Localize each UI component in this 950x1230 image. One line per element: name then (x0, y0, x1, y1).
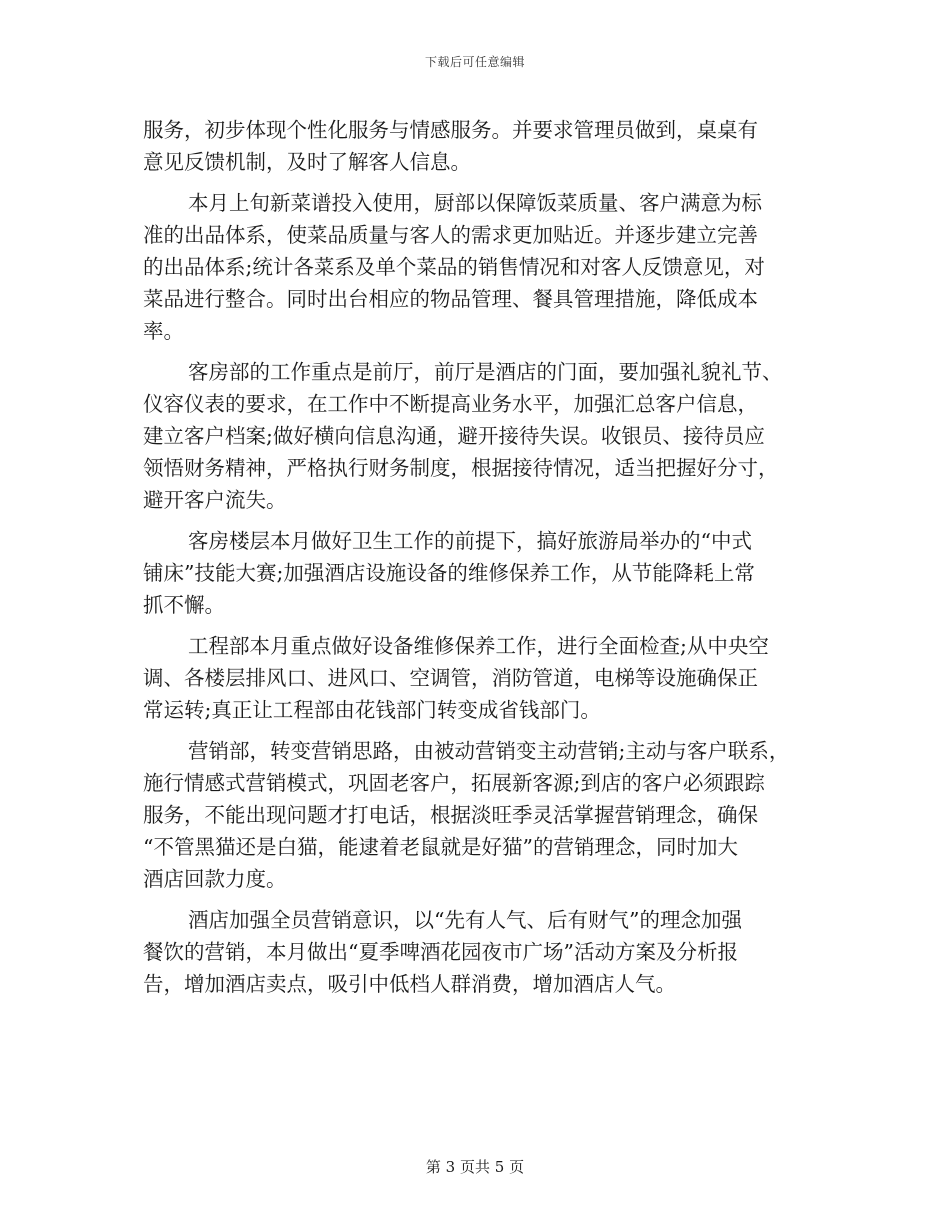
text-line: 酒店加强全员营销意识，以“先有人气、后有财气”的理念加强 (188, 908, 742, 932)
paragraph-engineering (143, 630, 833, 726)
text-line: 餐饮的营销，本月做出“夏季啤酒花园夜市广场”活动方案及分析报 (143, 940, 738, 964)
text-line: 营销部，转变营销思路，由被动营销变主动营销;主动与客户联系， (188, 739, 790, 763)
text-line: 仪容仪表的要求，在工作中不断提高业务水平，加强汇总客户信息， (143, 392, 758, 416)
text-line: 客房部的工作重点是前厅，前厅是酒店的门面，要加强礼貌礼节、 (188, 360, 783, 384)
text-line: 意见反馈机制，及时了解客人信息。 (143, 150, 471, 174)
text-line: 建立客户档案;做好横向信息沟通，避开接待失误。收银员、接待员应 (143, 424, 765, 448)
page-header: 下载后可任意编辑 (424, 55, 525, 69)
paragraph-continued-service (143, 114, 833, 178)
text-line: 常运转;真正让工程部由花钱部门转变成省钱部门。 (143, 698, 601, 722)
page-number: 第 3 页共 5 页 (425, 1158, 525, 1176)
text-line: 工程部本月重点做好设备维修保养工作，进行全面检查;从中央空 (188, 634, 769, 658)
paragraph-housekeeping-front-desk (143, 356, 833, 516)
text-line: 准的出品体系，使菜品质量与客人的需求更加贴近。并逐步建立完善 (143, 223, 758, 247)
text-line: 告，增加酒店卖点，吸引中低档人群消费，增加酒店人气。 (143, 972, 676, 996)
text-line: 服务，不能出现问题才打电话，根据淡旺季灵活掌握营销理念，确保 (143, 803, 758, 827)
text-line: 的出品体系;统计各菜系及单个菜品的销售情况和对客人反馈意见，对 (143, 255, 765, 279)
text-line: 铺床”技能大赛;加强酒店设施设备的维修保养工作，从节能降耗上常 (143, 561, 755, 585)
paragraph-all-staff-marketing (143, 904, 833, 1000)
text-line: 本月上旬新菜谱投入使用，厨部以保障饭菜质量、客户满意为标 (188, 191, 762, 215)
text-line: 酒店回款力度。 (143, 867, 287, 891)
text-line: 服务，初步体现个性化服务与情感服务。并要求管理员做到，桌桌有 (143, 118, 758, 142)
text-line: “不管黑猫还是白猫，能逮着老鼠就是好猫”的营销理念，同时加大 (143, 835, 738, 859)
paragraph-kitchen (143, 187, 833, 347)
paragraph-marketing (143, 735, 833, 895)
paragraph-room-floors (143, 525, 833, 621)
document-body (143, 114, 833, 1009)
text-line: 调、各楼层排风口、进风口、空调管，消防管道，电梯等设施确保正 (143, 666, 758, 690)
text-line: 施行情感式营销模式，巩固老客户，拓展新客源;到店的客户必须跟踪 (143, 771, 765, 795)
text-line: 菜品进行整合。同时出台相应的物品管理、餐具管理措施，降低成本 (143, 287, 758, 311)
text-line: 率。 (143, 319, 184, 343)
text-line: 领悟财务精神，严格执行财务制度，根据接待情况，适当把握好分寸， (143, 456, 779, 480)
text-line: 抓不懈。 (143, 593, 225, 617)
text-line: 避开客户流失。 (143, 488, 287, 512)
text-line: 客房楼层本月做好卫生工作的前提下，搞好旅游局举办的“中式 (188, 529, 752, 553)
